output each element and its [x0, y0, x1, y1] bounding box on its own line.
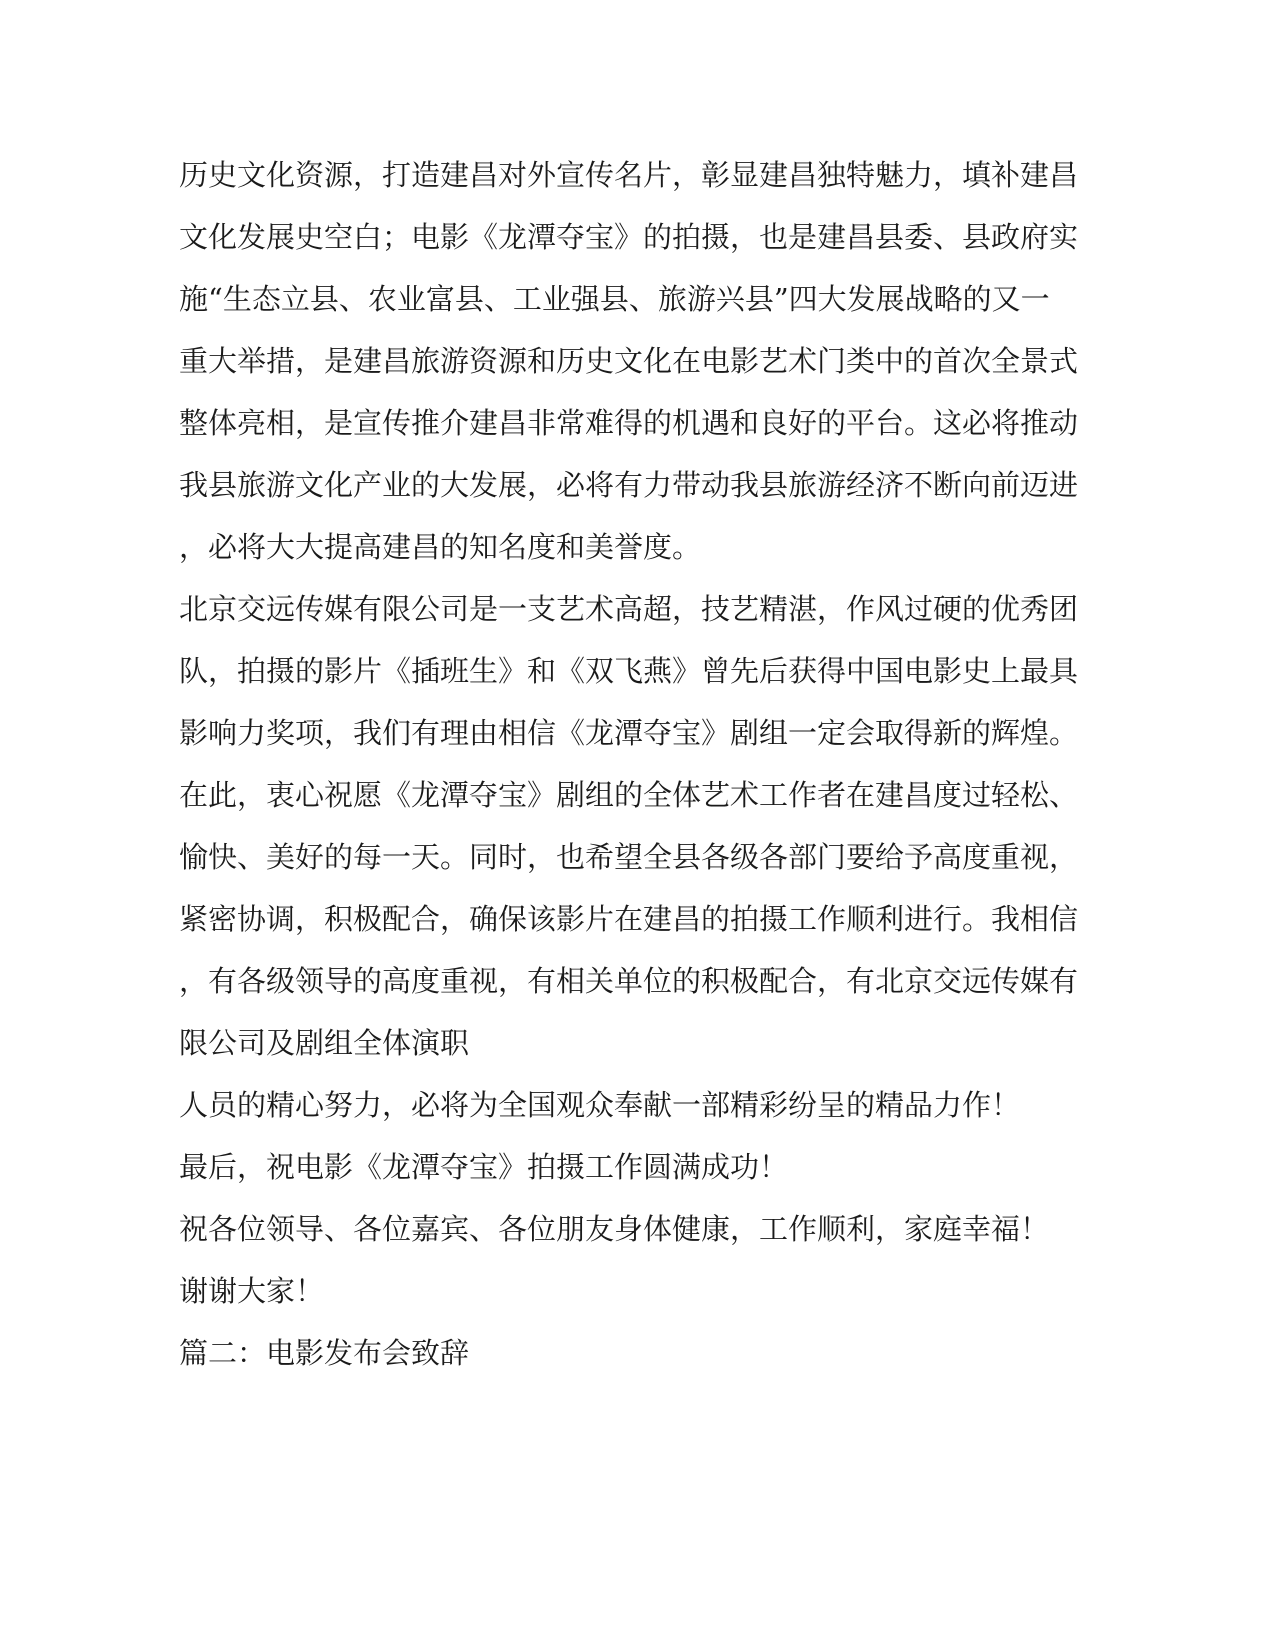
body-text-line: 文化发展史空白；电影《龙潭夺宝》的拍摄，也是建昌县委、县政府实	[179, 220, 1079, 254]
body-text-line: 队，拍摄的影片《插班生》和《双飞燕》曾先后获得中国电影史上最具	[179, 654, 1079, 688]
body-text-line: 我县旅游文化产业的大发展，必将有力带动我县旅游经济不断向前迈进	[179, 468, 1079, 502]
body-text-line: 北京交远传媒有限公司是一支艺术高超，技艺精湛，作风过硬的优秀团	[179, 592, 1079, 626]
body-text-line: 限公司及剧组全体演职	[179, 1026, 470, 1060]
body-text-line: 历史文化资源，打造建昌对外宣传名片，彰显建昌独特魅力，填补建昌	[179, 158, 1079, 192]
body-text-line: 影响力奖项，我们有理由相信《龙潭夺宝》剧组一定会取得新的辉煌。	[179, 716, 1079, 750]
body-text-line: ，必将大大提高建昌的知名度和美誉度。	[179, 530, 702, 564]
body-text-line: 谢谢大家！	[179, 1274, 325, 1308]
body-text-line: 重大举措，是建昌旅游资源和历史文化在电影艺术门类中的首次全景式	[179, 344, 1079, 378]
body-text-line: 人员的精心努力，必将为全国观众奉献一部精彩纷呈的精品力作！	[179, 1088, 1021, 1122]
body-text-line: 祝各位领导、各位嘉宾、各位朋友身体健康，工作顺利，家庭幸福！	[179, 1212, 1050, 1246]
body-text-line: 最后，祝电影《龙潭夺宝》拍摄工作圆满成功！	[179, 1150, 789, 1184]
body-text-line: ，有各级领导的高度重视，有相关单位的积极配合，有北京交远传媒有	[179, 964, 1079, 998]
body-text-line: 整体亮相，是宣传推介建昌非常难得的机遇和良好的平台。这必将推动	[179, 406, 1079, 440]
body-text-line: 施“生态立县、农业富县、工业强县、旅游兴县”四大发展战略的又一	[179, 282, 1050, 316]
body-text-line: 愉快、美好的每一天。同时，也希望全县各级各部门要给予高度重视，	[179, 840, 1079, 874]
body-text-line: 紧密协调，积极配合，确保该影片在建昌的拍摄工作顺利进行。我相信	[179, 902, 1079, 936]
body-text-line: 在此，衷心祝愿《龙潭夺宝》剧组的全体艺术工作者在建昌度过轻松、	[179, 778, 1079, 812]
section-heading: 篇二：电影发布会致辞	[179, 1336, 470, 1370]
